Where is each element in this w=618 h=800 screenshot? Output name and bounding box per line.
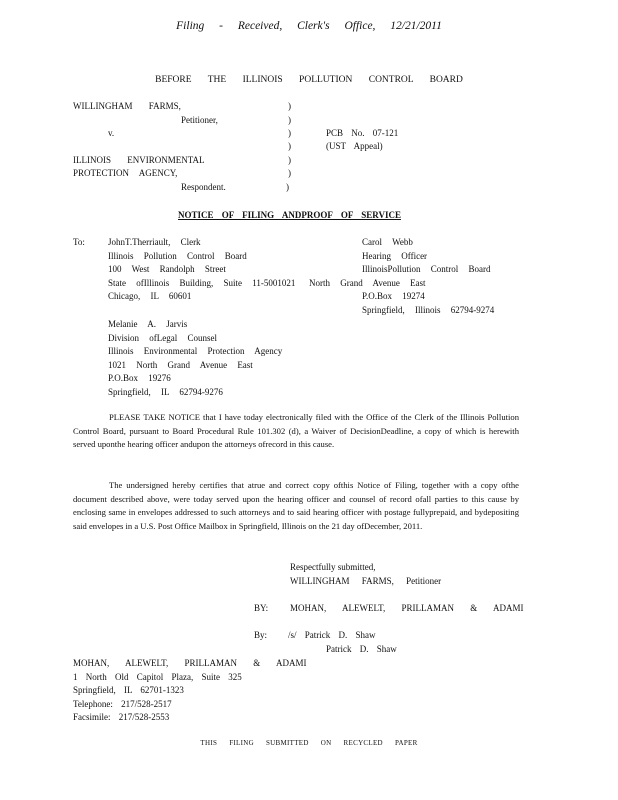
firm-contact-block — [73, 657, 307, 725]
firm-block-line: MOHAN, ALEWELT, PRILLAMAN & ADAMI — [73, 658, 307, 668]
respondent-role: Respondent. — [181, 182, 226, 192]
address-line: JohnT.Therriault, Clerk — [108, 237, 201, 247]
respondent-name-line-2: PROTECTION AGENCY, — [73, 168, 178, 178]
certificate-of-service-paragraph: The undersigned hereby certifies that atrue and correct copy ofthis Notice of Filing, together with a copy ofthe document described above, were today served upon the hearing officer and counsel of record ofall parties to this cause by enclosing same in envelopes addressed to such attorneys and to said hearing officer with postage fullyprepaid, and bydepositing said envelopes in a U.S. Post Office Mailbox in Springfield, Illinois on the 21 day ofDecember, 2011. — [73, 480, 519, 531]
hearing-officer-address — [309, 236, 495, 317]
recycled-paper-footer: THIS FILING SUBMITTED ON RECYCLED PAPER — [200, 739, 418, 747]
filing-stamp-header: Filing - Received, Clerk's Office, 12/21/2011 — [176, 20, 442, 32]
firm-block-line: 1 North Old Capitol Plaza, Suite 325 — [73, 671, 242, 682]
caption-paren: ) — [288, 128, 291, 138]
caption-paren: ) — [288, 155, 291, 165]
address-line: Illinois Pollution Control Board — [108, 250, 247, 261]
caption-paren: ) — [288, 101, 291, 111]
address-line: Melanie A. Jarvis — [108, 319, 188, 329]
notice-of-filing-title: NOTICE OF FILING ANDPROOF OF SERVICE — [178, 210, 401, 220]
address-line: North Grand Avenue East — [309, 277, 426, 288]
clerk-address — [108, 236, 295, 304]
address-line: Springfield, IL 62794-9276 — [108, 386, 223, 397]
respectfully-submitted: Respectfully submitted, — [290, 562, 376, 572]
firm-block-line: Springfield, IL 62701-1323 — [73, 685, 184, 695]
signature-block — [290, 561, 441, 588]
notice-paragraph: PLEASE TAKE NOTICE that I have today electronically filed with the Office of the Clerk of the Illinois Pollution Control Board, pursuant to Board Procedural Rule 101.302 (d), a Waiver of DecisionDeadline, a copy of which is herewith served uponthe hearing officer andupon the attorneys ofrecord in this cause. — [73, 412, 519, 449]
address-line: 1021 North Grand Avenue East — [108, 359, 253, 370]
case-number: PCB No. 07-121 — [326, 128, 399, 138]
address-line: Chicago, IL 60601 — [108, 291, 192, 301]
caption-paren: ) — [286, 182, 289, 192]
caption-paren: ) — [288, 115, 291, 125]
by-label: By: — [254, 630, 268, 640]
caption-paren: ) — [288, 141, 291, 151]
address-line: IllinoisPollution Control Board — [362, 264, 491, 274]
address-line: Carol Webb — [362, 237, 413, 247]
telephone-line: Telephone: 217/528-2517 — [73, 698, 172, 709]
respondent-name-line-1: ILLINOIS ENVIRONMENTAL — [73, 155, 205, 165]
facsimile-line: Facsimile: 217/528-2553 — [73, 712, 170, 722]
caption-paren: ) — [288, 168, 291, 178]
address-line: Illinois Environmental Protection Agency — [108, 346, 283, 356]
petitioner-role: Petitioner, — [181, 115, 218, 125]
court-title: BEFORE THE ILLINOIS POLLUTION CONTROL BOARD — [155, 75, 463, 85]
firm-name: MOHAN, ALEWELT, PRILLAMAN & ADAMI — [290, 603, 524, 613]
address-line: State ofIllinois Building, Suite 11-5001021 — [108, 277, 296, 288]
address-line: Division ofLegal Counsel — [108, 332, 217, 343]
address-line: 100 West Randolph Street — [108, 264, 226, 274]
address-line: P.O.Box 19276 — [108, 373, 171, 383]
case-type: (UST Appeal) — [326, 141, 383, 151]
signing-party: WILLINGHAM FARMS, Petitioner — [290, 575, 442, 586]
counsel-address — [108, 318, 282, 399]
petitioner-name: WILLINGHAM FARMS, — [73, 101, 181, 111]
by-label: BY: — [254, 603, 269, 613]
printed-name: Patrick D. Shaw — [326, 644, 397, 654]
to-label: To: — [73, 237, 85, 247]
address-line: Hearing Officer — [362, 250, 428, 261]
electronic-signature: /s/ Patrick D. Shaw — [288, 630, 376, 640]
address-line: Springfield, Illinois 62794-9274 — [362, 304, 495, 315]
address-line: P.O.Box 19274 — [362, 291, 425, 301]
versus-label: v. — [108, 128, 115, 138]
